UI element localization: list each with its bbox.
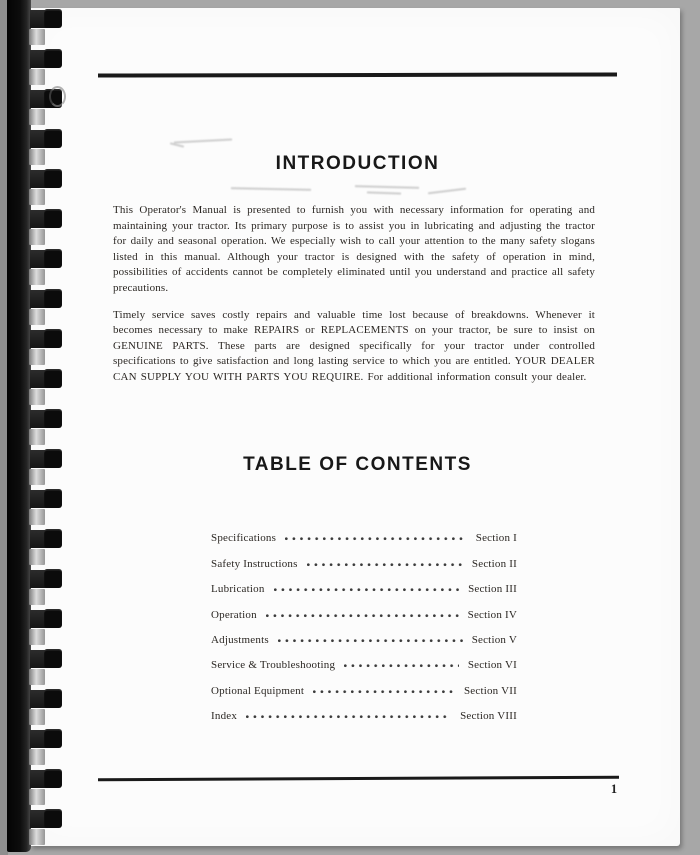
binding-tooth-stub: [29, 589, 45, 605]
binding-tooth-knob: [44, 289, 62, 308]
scan-smudge: [170, 142, 184, 147]
binding-tooth-stub: [29, 349, 45, 365]
binding-tooth: [0, 10, 64, 50]
toc-row: [211, 523, 517, 548]
scan-smudge: [355, 185, 419, 189]
comb-binding: [0, 0, 70, 855]
binding-tooth: [0, 610, 64, 650]
binding-tooth: [0, 130, 64, 170]
binding-tooth-knob: [44, 369, 62, 388]
toc-heading: TABLE OF CONTENTS: [243, 454, 472, 475]
binding-tooth: [0, 370, 64, 410]
toc-row: [211, 675, 517, 700]
binding-tooth-knob: [44, 169, 62, 188]
binding-tooth-knob: [44, 489, 62, 508]
binding-tooth-stub: [29, 109, 45, 125]
binding-tooth-stub: [29, 749, 45, 765]
toc-entry-label: Optional Equipment: [211, 684, 305, 697]
toc-row: [211, 650, 517, 675]
bottom-rule: [98, 776, 619, 782]
toc-dot-leader: [246, 715, 451, 719]
binding-tooth-knob: [44, 329, 62, 348]
binding-tooth-knob: [44, 609, 62, 628]
binding-tooth-stub: [29, 469, 45, 485]
toc-entry-label: Operation: [211, 608, 257, 621]
binding-teeth: [0, 10, 70, 855]
binding-tooth: [0, 730, 64, 770]
toc-entry-section: Section IV: [467, 608, 517, 621]
scan-smudge: [231, 187, 311, 191]
binding-tooth: [0, 210, 64, 250]
scan-smudge: [367, 191, 401, 194]
toc-entry-section: Section VIII: [460, 710, 517, 723]
binding-tooth-stub: [29, 509, 45, 525]
toc-entry-section: Section II: [471, 557, 517, 570]
toc-dot-leader: [274, 588, 460, 592]
intro-paragraph-1: This Operator's Manual is presented to furnish you with necessary information for operating and maintaining your tractor. Its primary purpose is to assist you in lubricating and adjusting the tractor for daily and seasonal operation. We especially wish to call your attention to the many safety slogans listed in this manual. Although your tractor is designed with the safety of operation in mind, possibilities of accidents cannot be completely eliminated until you understand and practice all safety precautions.: [113, 204, 595, 294]
binding-tooth-knob: [44, 249, 62, 268]
intro-paragraph-2: Timely service saves costly repairs and valuable time lost because of breakdowns. Whenever it becomes necessary to make REPAIRS or REPLACEMENTS on your tractor, be sure to insist on GENUINE PARTS. These parts are designed specifically for your tractor under controlled specifications to give satisfaction and long lasting service to which you are entitled. YOUR DEALER CAN SUPPLY YOU WITH PARTS YOU REQUIRE. For additional information consult your dealer.: [113, 308, 595, 383]
scan-artifact-curl: [49, 86, 66, 107]
toc-dot-leader: [307, 563, 463, 567]
binding-tooth-stub: [29, 429, 45, 445]
binding-tooth: [0, 50, 64, 90]
binding-tooth-knob: [44, 409, 62, 428]
binding-tooth-knob: [44, 449, 62, 468]
binding-tooth-stub: [29, 389, 45, 405]
toc-entry-label: Service & Troubleshooting: [211, 659, 336, 672]
scan-smudge: [428, 188, 466, 195]
binding-tooth-stub: [29, 669, 45, 685]
binding-tooth-stub: [29, 149, 45, 165]
binding-tooth-knob: [44, 809, 62, 828]
toc-row: [211, 548, 517, 573]
binding-tooth: [0, 570, 64, 610]
binding-tooth: [0, 770, 64, 810]
binding-tooth: [0, 290, 64, 330]
binding-tooth-stub: [29, 309, 45, 325]
toc-entry-section: Section VI: [467, 659, 517, 672]
intro-heading: INTRODUCTION: [275, 153, 440, 174]
binding-tooth: [0, 690, 64, 730]
manual-page: [30, 8, 680, 846]
toc-entry-section: Section III: [468, 583, 517, 596]
binding-tooth-knob: [44, 649, 62, 668]
binding-tooth-knob: [44, 529, 62, 548]
toc-dot-leader: [344, 664, 459, 668]
top-rule: [98, 72, 617, 77]
binding-tooth-stub: [29, 69, 45, 85]
binding-tooth-knob: [44, 769, 62, 788]
toc-entry-label: Lubrication: [211, 583, 265, 596]
binding-tooth-stub: [29, 229, 45, 245]
toc-entry-label: Adjustments: [211, 633, 269, 646]
toc-row: [211, 701, 517, 726]
intro-paragraphs: [113, 203, 595, 386]
binding-tooth-knob: [44, 129, 62, 148]
binding-tooth-stub: [29, 709, 45, 725]
binding-tooth: [0, 490, 64, 530]
binding-tooth: [0, 450, 64, 490]
binding-tooth: [0, 530, 64, 570]
binding-tooth-stub: [29, 629, 45, 645]
toc-row: [211, 625, 517, 650]
binding-tooth-stub: [29, 829, 45, 845]
binding-tooth: [0, 330, 64, 370]
binding-tooth-knob: [44, 9, 62, 28]
page-number: 1: [610, 782, 618, 796]
toc-entry-label: Safety Instructions: [211, 557, 298, 570]
binding-tooth: [0, 810, 64, 850]
toc-dot-leader: [285, 537, 467, 541]
toc-entry-label: Specifications: [211, 532, 277, 545]
binding-tooth-knob: [44, 689, 62, 708]
toc-list: [211, 523, 517, 726]
toc-dot-leader: [313, 690, 455, 694]
binding-tooth-stub: [29, 269, 45, 285]
binding-tooth: [0, 170, 64, 210]
binding-tooth: [0, 410, 64, 450]
toc-entry-label: Index: [211, 710, 238, 723]
binding-tooth: [0, 650, 64, 690]
binding-tooth-knob: [44, 569, 62, 588]
binding-tooth-stub: [29, 789, 45, 805]
binding-tooth-stub: [29, 549, 45, 565]
binding-tooth-knob: [44, 729, 62, 748]
binding-tooth-knob: [44, 209, 62, 228]
toc-entry-section: Section VII: [463, 684, 517, 697]
binding-tooth: [0, 250, 64, 290]
toc-entry-section: Section I: [475, 532, 517, 545]
toc-dot-leader: [266, 614, 459, 618]
toc-row: [211, 599, 517, 624]
binding-tooth-knob: [44, 49, 62, 68]
scan-smudge: [174, 138, 232, 143]
toc-row: [211, 574, 517, 599]
toc-entry-section: Section V: [471, 633, 517, 646]
toc-dot-leader: [278, 639, 463, 643]
binding-tooth-stub: [29, 29, 45, 45]
binding-tooth-stub: [29, 189, 45, 205]
